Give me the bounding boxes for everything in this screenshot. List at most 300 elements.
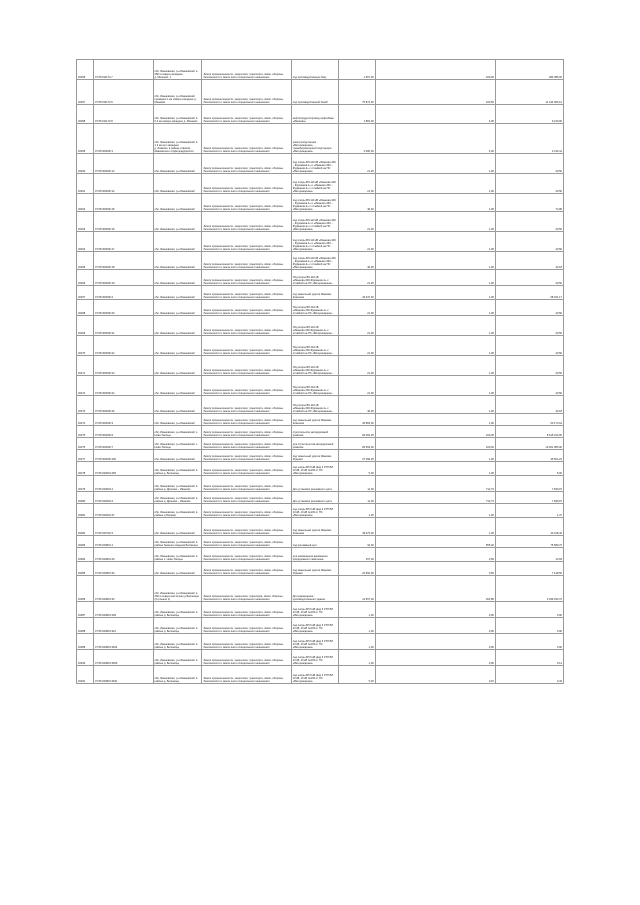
cell-use: Для установки рекламного щита	[291, 476, 338, 492]
cell-val: 8 615 223,00	[495, 426, 563, 438]
cell-kn: 37:05:020801:3624	[94, 634, 154, 650]
cell-use: строительство автодорожной развязки	[291, 426, 338, 438]
cell-addr: обл. Ивановская, р-н Ивановский	[153, 336, 202, 356]
cell-n: 20291	[77, 666, 94, 684]
cell-rate: 0,15	[375, 666, 495, 684]
cell-use: Под опоры ВЛ-110 кВ «Иваново-330-Фурманов-1» с отпайкой на ПС «Ветеринарная»	[291, 336, 338, 356]
cell-use: под земельный дорога Иваново-Кинешма	[291, 286, 338, 300]
cell-addr: обл. Ивановская, р-н Ивановский	[153, 212, 202, 232]
cell-n: 20288	[77, 618, 94, 634]
cell-addr: обл. Ивановская, р-н Ивановский, в районе д.Юрцево	[153, 504, 202, 518]
cell-n: 20289	[77, 634, 94, 650]
cell-rate: 1,00	[375, 356, 495, 376]
cell-cat: Земли промышленности, энергетики, транспорта, связи, обороны, безопасности и земли иного специального назначения	[202, 232, 291, 252]
table-row	[77, 286, 564, 300]
cell-n: 20267	[77, 286, 94, 300]
table-row	[77, 650, 564, 666]
cell-area: 21,00	[338, 336, 375, 356]
cell-cat: Земли промышленности, энергетики, транспорта, связи, обороны, безопасности и земли иного специального назначения	[202, 396, 291, 414]
cell-kn: 37:05:000000:3	[94, 414, 154, 426]
cell-area: 157,00	[338, 548, 375, 562]
cell-n: 20284	[77, 548, 94, 562]
cell-n: 20265	[77, 252, 94, 270]
cell-use: под опоры ВЛ-110 кВ «Иваново-330 – Фурманов-1» и «Иваново-330 – Фурманов-2» с отпайкой на ПС «Ветеринарная»	[291, 212, 338, 232]
cell-rate: 100,00	[375, 426, 495, 438]
cell-addr: обл. Ивановская, р-н Ивановский	[153, 286, 202, 300]
cell-addr: обл. Ивановская, р-н Ивановский, в районе с. Ново-Талицы	[153, 548, 202, 562]
cell-cat: Земли промышленности, энергетики, транспорта, связи, обороны, безопасности и земли иного специального назначения	[202, 270, 291, 286]
cell-kn: 37:05:000000:16	[94, 212, 154, 232]
cell-addr: обл. Ивановская, р-н Ивановский	[153, 252, 202, 270]
cell-rate: 0,00	[375, 602, 495, 618]
cell-val: 283 385,00	[495, 60, 563, 80]
cell-cat: Земли промышленности, энергетики, транспорта, связи, обороны, безопасности и земли иного специального назначения	[202, 60, 291, 80]
cell-n: 20287	[77, 602, 94, 618]
cell-area: 27 099,00	[338, 450, 375, 462]
cell-addr: обл. Ивановская, р-н Ивановский	[153, 194, 202, 212]
table-row	[77, 462, 564, 476]
cell-rate: 0,00	[375, 634, 495, 650]
cell-use: Под опоры ВЛ-110 кВ «Иваново-330-Фурманов-1» с отпайкой на ПС «Ветеринарная»	[291, 396, 338, 414]
cell-area: 21,00	[338, 154, 375, 174]
cell-area: 21,00	[338, 356, 375, 376]
cell-addr: обл. Ивановская, р-н Ивановский, в районе бывшего карьера Беляницы	[153, 536, 202, 548]
cell-val: 49,18	[495, 396, 563, 414]
cadastral-table	[76, 59, 564, 684]
cell-use: Под опоры ВЛ-110 кВ «Иваново-330-Фурманов-1» с отпайкой на ПС «Ветеринарная»	[291, 316, 338, 336]
cell-cat: Земли промышленности, энергетики, транспорта, связи, обороны, безопасности и земли иного специального назначения	[202, 316, 291, 336]
cell-rate: 1,00	[375, 396, 495, 414]
cell-kn: 37:05:000000:22	[94, 336, 154, 356]
cell-rate: 712,73	[375, 476, 495, 492]
cell-use: под производственной базой	[291, 80, 338, 105]
cell-rate: 1,00	[375, 414, 495, 426]
cell-val: 7 148,50	[495, 562, 563, 576]
cell-area: 21,00	[338, 376, 375, 396]
cell-kn: 37:05:020604:47	[94, 504, 154, 518]
cell-area: 21,00	[338, 316, 375, 336]
cell-use: Для размещения производственного здания	[291, 576, 338, 602]
cell-kn: 37:05:000000:26	[94, 396, 154, 414]
cell-area: 1,00	[338, 504, 375, 518]
cell-addr: обл. Ивановская, р-н Ивановский	[153, 518, 202, 536]
cell-use: Под опоры ВЛ-110 кВ «Иваново-330-Фурманов-1» с отпайкой на ПС «Ветеринарная»	[291, 270, 338, 286]
cell-kn: 37:05:020601:265	[94, 462, 154, 476]
table-row	[77, 300, 564, 316]
cell-n: 20278	[77, 462, 94, 476]
table-row	[77, 576, 564, 602]
cell-area: 84 063,00	[338, 426, 375, 438]
cell-val: 9 219,00	[495, 105, 563, 124]
table-row	[77, 336, 564, 356]
cell-use: Под опоры ВЛ-110 кВ «Иваново-330-Фурманов-1» с отпайкой на ПС «Ветеринарная»	[291, 300, 338, 316]
cell-use: Для установки рекламного щита	[291, 492, 338, 504]
cell-addr: обл. Ивановская, р-н Ивановский	[153, 174, 202, 194]
cell-addr: обл. Ивановская, р-н Ивановский	[153, 414, 202, 426]
cell-addr: обл. Ивановская, р-н Ивановский	[153, 356, 202, 376]
table-row	[77, 174, 564, 194]
table-row	[77, 356, 564, 376]
cell-n: 20264	[77, 232, 94, 252]
cell-val: 29,50	[495, 154, 563, 174]
cell-cat: Земли промышленности, энергетики, транспорта, связи, обороны, безопасности и земли иного специального назначения	[202, 212, 291, 232]
table-row	[77, 154, 564, 174]
cell-area: 11,00	[338, 492, 375, 504]
cell-rate: 1,00	[375, 154, 495, 174]
cell-area: 22 660,00	[338, 562, 375, 576]
cell-addr: обл. Ивановская, р-н Ивановский	[153, 270, 202, 286]
cell-area: 75 874,00	[338, 80, 375, 105]
cell-use: под опоры ВЛ-110 кВ «Иваново-330 – Фурманов-1» и «Иваново-330 – Фурманов-2» с отпайкой на ПС «Ветеринарная»	[291, 232, 338, 252]
cell-area: 21,00	[338, 300, 375, 316]
cell-use: для размещения временного придорожного павильона	[291, 548, 338, 562]
cell-kn: 37:05:000000:17	[94, 232, 154, 252]
cell-cat: Земли промышленности, энергетики, транспорта, связи, обороны, безопасности и земли иного специального назначения	[202, 450, 291, 462]
table-row	[77, 376, 564, 396]
table-row	[77, 414, 564, 426]
cell-val: 5,00	[495, 462, 563, 476]
cell-val: 0,14	[495, 650, 563, 666]
cell-val: 29,50	[495, 270, 563, 286]
cell-n: 20257	[77, 80, 94, 105]
cell-cat: Земли промышленности, энергетики, транспорта, связи, обороны, безопасности и земли иного специального назначения	[202, 336, 291, 356]
cell-area: 14 957,00	[338, 576, 375, 602]
cell-n: 20273	[77, 396, 94, 414]
cell-val: 43 918,42	[495, 518, 563, 536]
cell-addr: обл. Ивановская, р-н Ивановский, в 250 м северо-восточнее д.Беляницы (Строение 1)	[153, 576, 202, 602]
cell-rate: 0,00	[375, 650, 495, 666]
cell-area: 1 881,00	[338, 105, 375, 124]
cell-n: 20261	[77, 174, 94, 194]
cell-use: под земельный дорога Иваново-Родники	[291, 450, 338, 462]
cell-val: 10 261 085,00	[495, 438, 563, 450]
cell-cat: Земли промышленности, энергетики, транспорта, связи, обороны, безопасности и земли иного специального назначения	[202, 650, 291, 666]
cell-n: 20268	[77, 300, 94, 316]
cell-area: 21,00	[338, 270, 375, 286]
table-row	[77, 548, 564, 562]
cell-addr: обл. Ивановская, р-н Ивановский, в районе д. Беляницы	[153, 634, 202, 650]
cell-rate: 1,00	[375, 336, 495, 356]
table-row	[77, 618, 564, 634]
document-sheet	[76, 59, 564, 684]
cell-use: под опоры ВЛ-110 кВ «Иваново-330 – Фурманов-1» и «Иваново-330 – Фурманов-2» с отпайкой на ПС «Ветеринарная»	[291, 154, 338, 174]
cell-use: для строительства автодорожной развязки	[291, 438, 338, 450]
table-row	[77, 212, 564, 232]
cell-addr: обл. Ивановская, р-н Ивановский	[153, 450, 202, 462]
cell-use: Под опоры ВЛ-110 кВ «Иваново-330-Фурманов-1» с отпайкой на ПС «Ветеринарная»	[291, 356, 338, 376]
cell-addr: обл. Ивановская, р-н Ивановский, в районе д. Беляницы	[153, 462, 202, 476]
cell-val: 29,50	[495, 336, 563, 356]
cell-addr: обл. Ивановская, р-н Ивановский, в районе д. Беляницы	[153, 602, 202, 618]
cell-n: 20280	[77, 492, 94, 504]
table-row	[77, 476, 564, 492]
cell-cat: Земли промышленности, энергетики, транспорта, связи, обороны, безопасности и земли иного специального назначения	[202, 492, 291, 504]
cell-n: 20258	[77, 105, 94, 124]
cell-kn: 37:05:000000:18	[94, 252, 154, 270]
table-row	[77, 396, 564, 414]
cell-use: под опоры ВЛ 6 кВ фид.3 КТП ВЛ 10 кВ, 10 кВ №103 от ПС «Ветеринарная»	[291, 462, 338, 476]
cell-val: 2 416,41	[495, 124, 563, 154]
cell-rate: 712,73	[375, 492, 495, 504]
cell-n: 20274	[77, 414, 94, 426]
cell-use: электроподстанция «Ветеринарная», трансформаторный подстанции «Ветеринарная»	[291, 124, 338, 154]
cell-kn: 37:05:020801:309	[94, 602, 154, 618]
cell-cat: Земли промышленности, энергетики, транспорта, связи, обороны, безопасности и земли иного специального назначения	[202, 518, 291, 536]
cell-rate: 1,00	[375, 270, 495, 286]
cell-use: под опоры ВЛ 6 кВ фид.3 КТП ВЛ 10 кВ, 10 кВ №103 от ПС «Ветеринарная»	[291, 666, 338, 684]
cell-n: 20282	[77, 518, 94, 536]
cell-rate: 555,46	[375, 536, 495, 548]
cell-use: под земельный дорога Иваново-Кинешма	[291, 414, 338, 426]
cell-area: 21,00	[338, 232, 375, 252]
table-row	[77, 316, 564, 336]
cell-area: 1,00	[338, 650, 375, 666]
cell-area: 1 957,00	[338, 60, 375, 80]
cell-addr: обл. Ивановская, р-н Ивановский	[153, 376, 202, 396]
cell-kn: 37:05:020702:2	[94, 518, 154, 536]
cell-kn: 37:05:000000:400	[94, 450, 154, 462]
cell-rate: 1,00	[375, 504, 495, 518]
cell-addr: обл. Ивановская, р-н Ивановский	[153, 316, 202, 336]
cell-kn: 37:05:011174:6	[94, 80, 154, 105]
cell-val: 29,50	[495, 232, 563, 252]
cell-use: нефтепродуктопровод нефтебазы «Иваново»	[291, 105, 338, 124]
cell-use: под опоры ВЛ-110 кВ «Иваново-330 – Фурманов-1» и «Иваново-330 – Фурманов-2» с отпайкой на ПС «Ветеринарная»	[291, 174, 338, 194]
cell-kn: 37:05:020604:2	[94, 492, 154, 504]
cell-cat: Земли промышленности, энергетики, транспорта, связи, обороны, безопасности и земли иного специального назначения	[202, 536, 291, 548]
cell-n: 20286	[77, 576, 94, 602]
cell-addr: обл. Ивановская, р-н Ивановский, в районе д. Беляницы	[153, 618, 202, 634]
cell-addr: обл. Ивановская, р-н Ивановский, в районе д. Беляницы	[153, 666, 202, 684]
cell-n: 20263	[77, 212, 94, 232]
cell-val: 0,00	[495, 634, 563, 650]
cell-cat: Земли промышленности, энергетики, транспорта, связи, обороны, безопасности и земли иного специального назначения	[202, 548, 291, 562]
cell-cat: Земли промышленности, энергетики, транспорта, связи, обороны, безопасности и земли иного специального назначения	[202, 376, 291, 396]
cell-rate: 1,00	[375, 174, 495, 194]
cell-val: 49,18	[495, 252, 563, 270]
table-row	[77, 666, 564, 684]
cell-addr: обл. Ивановская, р-н Ивановский, в районе д. Дроново – Иваново	[153, 476, 202, 492]
cell-addr: обл. Ивановская, р-н Ивановский, примерно 1 км северо-западнее д. Минеево	[153, 80, 202, 105]
cell-kn: 37:05:000000:19	[94, 270, 154, 286]
table-row	[77, 124, 564, 154]
cell-val: 29,50	[495, 174, 563, 194]
cell-kn: 37:05:000000:1	[94, 124, 154, 154]
cell-area: 46,00	[338, 252, 375, 270]
cell-n: 20276	[77, 438, 94, 450]
cell-val: 75 589,37	[495, 536, 563, 548]
cell-addr: обл. Ивановская, р-н Ивановский	[153, 232, 202, 252]
table-row	[77, 270, 564, 286]
cell-kn: 37:05:020604:1	[94, 476, 154, 492]
cell-cat: Земли промышленности, энергетики, транспорта, связи, обороны, безопасности и земли иного специального назначения	[202, 562, 291, 576]
table-row	[77, 518, 564, 536]
cell-addr: обл. Ивановская, р-н Ивановский, в районе д. Дроново – Иваново	[153, 492, 202, 504]
cell-cat: Земли промышленности, энергетики, транспорта, связи, обороны, безопасности и земли иного специального назначения	[202, 356, 291, 376]
cell-cat: Земли промышленности, энергетики, транспорта, связи, обороны, безопасности и земли иного специального назначения	[202, 194, 291, 212]
cell-rate: 0,00	[375, 618, 495, 634]
cell-area: 1,00	[338, 634, 375, 650]
cell-cat: Земли промышленности, энергетики, транспорта, связи, обороны, безопасности и земли иного специального назначения	[202, 286, 291, 300]
cell-use: под опоры ВЛ-110 кВ «Иваново-330 – Фурманов-1» и «Иваново-330 – Фурманов-2» с отпайкой на ПС «Ветеринарная»	[291, 252, 338, 270]
cell-n: 20270	[77, 336, 94, 356]
cell-area: 21,00	[338, 174, 375, 194]
cell-n: 20260	[77, 154, 94, 174]
cell-rate: 1,00	[375, 316, 495, 336]
cell-addr: обл. Ивановская, р-н Ивановский, в 1,3 км юго-западнее д. Левково, в районе отвалов Ивановского торфопредприятия	[153, 124, 202, 154]
table-row	[77, 562, 564, 576]
cell-area: 21,00	[338, 212, 375, 232]
cell-n: 20283	[77, 536, 94, 548]
cell-val: 13,69	[495, 548, 563, 562]
cell-rate: 4,00	[375, 124, 495, 154]
cell-kn: 37:05:020801:3631	[94, 666, 154, 684]
cell-val: 11 014 383,12	[495, 80, 563, 105]
cell-kn: 37:05:020801:1	[94, 536, 154, 548]
cell-rate: 160,00	[375, 60, 495, 80]
table-row	[77, 602, 564, 618]
cell-addr: обл. Ивановская, р-н Ивановский, с. Ново-Талицы	[153, 426, 202, 438]
cell-addr: обл. Ивановская, р-н Ивановский, с. Ново-Талицы	[153, 438, 202, 450]
cell-kn: 37:05:020801:30	[94, 562, 154, 576]
cell-addr: обл. Ивановская, р-н Ивановский	[153, 396, 202, 414]
cell-val: 68 401,17	[495, 286, 563, 300]
cell-val: 29,50	[495, 316, 563, 336]
table-row	[77, 194, 564, 212]
cell-val: 7 839,97	[495, 492, 563, 504]
cell-cat: Земли промышленности, энергетики, транспорta, связи, обороны, безопасности и земли иного специального назначения	[202, 576, 291, 602]
cell-cat: Земли промышленности, энергетики, транспорта, связи, обороны, безопасности и земли иного специального назначения	[202, 414, 291, 426]
cell-kn: 37:05:000000:2	[94, 286, 154, 300]
cell-addr: обл. Ивановская, р-н Ивановский, в 250 м северо-западнее д. Минеево, 1	[153, 60, 202, 80]
cell-rate: 1,00	[375, 286, 495, 300]
cell-cat: Земли промышленности, энергетики, транспорта, связи, обороны, безопасности и земли иного специального назначения	[202, 504, 291, 518]
cell-val: 74,95	[495, 194, 563, 212]
table-row	[77, 232, 564, 252]
cell-rate: 1,00	[375, 376, 495, 396]
cell-kn: 37:05:000000:14	[94, 174, 154, 194]
cell-cat: Земли промышленности, энергетики, транспорта, связи, обороны, безопасности и земли иного специального назначения	[202, 634, 291, 650]
cell-addr: обл. Ивановская, р-н Ивановский	[153, 562, 202, 576]
table-row	[77, 492, 564, 504]
cell-rate: 1,00	[375, 518, 495, 536]
table-row	[77, 426, 564, 438]
cell-area: 1,00	[338, 618, 375, 634]
table-row	[77, 634, 564, 650]
cell-rate: 1,00	[375, 232, 495, 252]
cell-use: под опоры ВЛ-110 кВ «Иваново-330 – Фурманов-1» и «Иваново-330 – Фурманов-2» с отпайкой на ПС «Ветеринарная»	[291, 194, 338, 212]
cell-n: 20259	[77, 124, 94, 154]
cell-rate: 1,00	[375, 194, 495, 212]
cell-n: 20266	[77, 270, 94, 286]
cell-val: 29,50	[495, 356, 563, 376]
cell-rate: 160,56	[375, 80, 495, 105]
cell-cat: Земли промышленности, энергетики, транспорта, связи, обороны, безопасности и земли иного специального назначения	[202, 80, 291, 105]
cell-kn: 37:05:000000:7	[94, 438, 154, 450]
cell-addr: обл. Ивановская, р-н Ивановский	[153, 154, 202, 174]
cell-val: 29,50	[495, 212, 563, 232]
cell-area: 49 673,00	[338, 518, 375, 536]
cell-use: под опоры ВЛ 6 кВ фид.3 КТП ВЛ 10 кВ, 10 кВ №103 от ПС «Ветеринарная»	[291, 650, 338, 666]
cell-use: под опоры ВЛ 6 кВ фид.3 КТП ВЛ 10 кВ, 10 кВ №103 от ПС «Ветеринарная»	[291, 602, 338, 618]
cell-val: 29,50	[495, 376, 563, 396]
cell-cat: Земли промышленности, энергетики, транспорта, связи, обороны, безопасности и земли иного специального назначения	[202, 602, 291, 618]
cell-rate: 0,59	[375, 548, 495, 562]
cell-area: 5,00	[338, 666, 375, 684]
cell-rate: 1,00	[375, 450, 495, 462]
cell-val: 3 039 030,72	[495, 576, 563, 602]
cell-rate: 202,86	[375, 576, 495, 602]
cell-addr: обл. Ивановская, р-н Ивановский, в 0.4 км северо-западнее д. Минеево	[153, 105, 202, 124]
cell-cat: Земли промышленности, энергетики, транспорта, связи, обороны, безопасности и земли иного специального назначения	[202, 462, 291, 476]
cell-cat: Земли промышленности, энергетики, транспорта, связи, обороны, безопасности и земли иного специального назначения	[202, 105, 291, 124]
cell-cat: Земли промышленности, энергетики, транспорта, связи, обороны, безопасности и земли иного специального назначения	[202, 300, 291, 316]
cell-rate: 1,00	[375, 462, 495, 476]
table-row	[77, 105, 564, 124]
table-row	[77, 60, 564, 80]
cell-rate: 1,00	[375, 252, 495, 270]
cell-cat: Земли промышленности, энергетики, транспорта, связи, обороны, безопасности и земли иного специального назначения	[202, 174, 291, 194]
cell-kn: 37:05:020801:310	[94, 618, 154, 634]
cell-n: 20275	[77, 426, 94, 438]
cell-rate: 100,00	[375, 438, 495, 450]
cell-n: 20290	[77, 650, 94, 666]
cell-cat: Земли промышленности, энергетики, транспорта, связи, обороны, безопасности и земли иного специального назначения	[202, 124, 291, 154]
cell-addr: обл. Ивановская, р-н Ивановский, в районе д. Беляницы	[153, 650, 202, 666]
cell-val: 60 174,91	[495, 414, 563, 426]
cell-n: 20281	[77, 504, 94, 518]
cell-val: 1,37	[495, 504, 563, 518]
cell-val: 45 504,24	[495, 450, 563, 462]
cell-cat: Земли промышленности, энергетики, транспорта, связи, обороны, безопасности и земли иного специального назначения	[202, 426, 291, 438]
cell-cat: Земли промышленности, энергетики, транспорта, связи, обороны, безопасности и земли иного специального назначения	[202, 476, 291, 492]
cell-kn: 37:05:020801:29	[94, 548, 154, 562]
table-row	[77, 80, 564, 105]
cell-area: 2 060,00	[338, 124, 375, 154]
cell-n: 20256	[77, 60, 94, 80]
cell-area: 46,00	[338, 194, 375, 212]
cell-n: 20277	[77, 450, 94, 462]
table-row	[77, 252, 564, 270]
cell-kn: 37:05:000000:15	[94, 194, 154, 212]
cell-area: 40 884,00	[338, 414, 375, 426]
cell-use: под земельный дорога Иваново-Кинешма	[291, 518, 338, 536]
cell-val: 0,00	[495, 618, 563, 634]
cell-cat: Земли промышленности, энергетики, транспорта, связи, обороны, безопасности и земли иного специального назначения	[202, 618, 291, 634]
cell-area: 84 063,00	[338, 438, 375, 450]
cell-kn: 37:05:020801:33	[94, 576, 154, 602]
cell-n: 20279	[77, 476, 94, 492]
cell-kn: 37:05:011174:8	[94, 105, 154, 124]
cell-use: под производственную базу	[291, 60, 338, 80]
cell-kn: 37:05:011174:7	[94, 60, 154, 80]
table-row	[77, 536, 564, 548]
cell-kn: 37:05:000000:21	[94, 316, 154, 336]
cell-area: 46,00	[338, 396, 375, 414]
cell-n: 20262	[77, 194, 94, 212]
cell-cat: Земли промышленности, энергетики, транспорта, связи, обороны, безопасности и земли иного специального назначения	[202, 438, 291, 450]
cell-area: 5,00	[338, 462, 375, 476]
cell-rate: 1,00	[375, 300, 495, 316]
cell-kn: 37:05:000000:23	[94, 356, 154, 376]
cell-area: 16,00	[338, 536, 375, 548]
cell-val: 7 839,97	[495, 476, 563, 492]
cell-rate: 4,00	[375, 105, 495, 124]
cell-area: 1,00	[338, 602, 375, 618]
cell-kn: 37:05:020801:3625	[94, 650, 154, 666]
cell-area: 43 647,00	[338, 286, 375, 300]
cell-n: 20271	[77, 356, 94, 376]
